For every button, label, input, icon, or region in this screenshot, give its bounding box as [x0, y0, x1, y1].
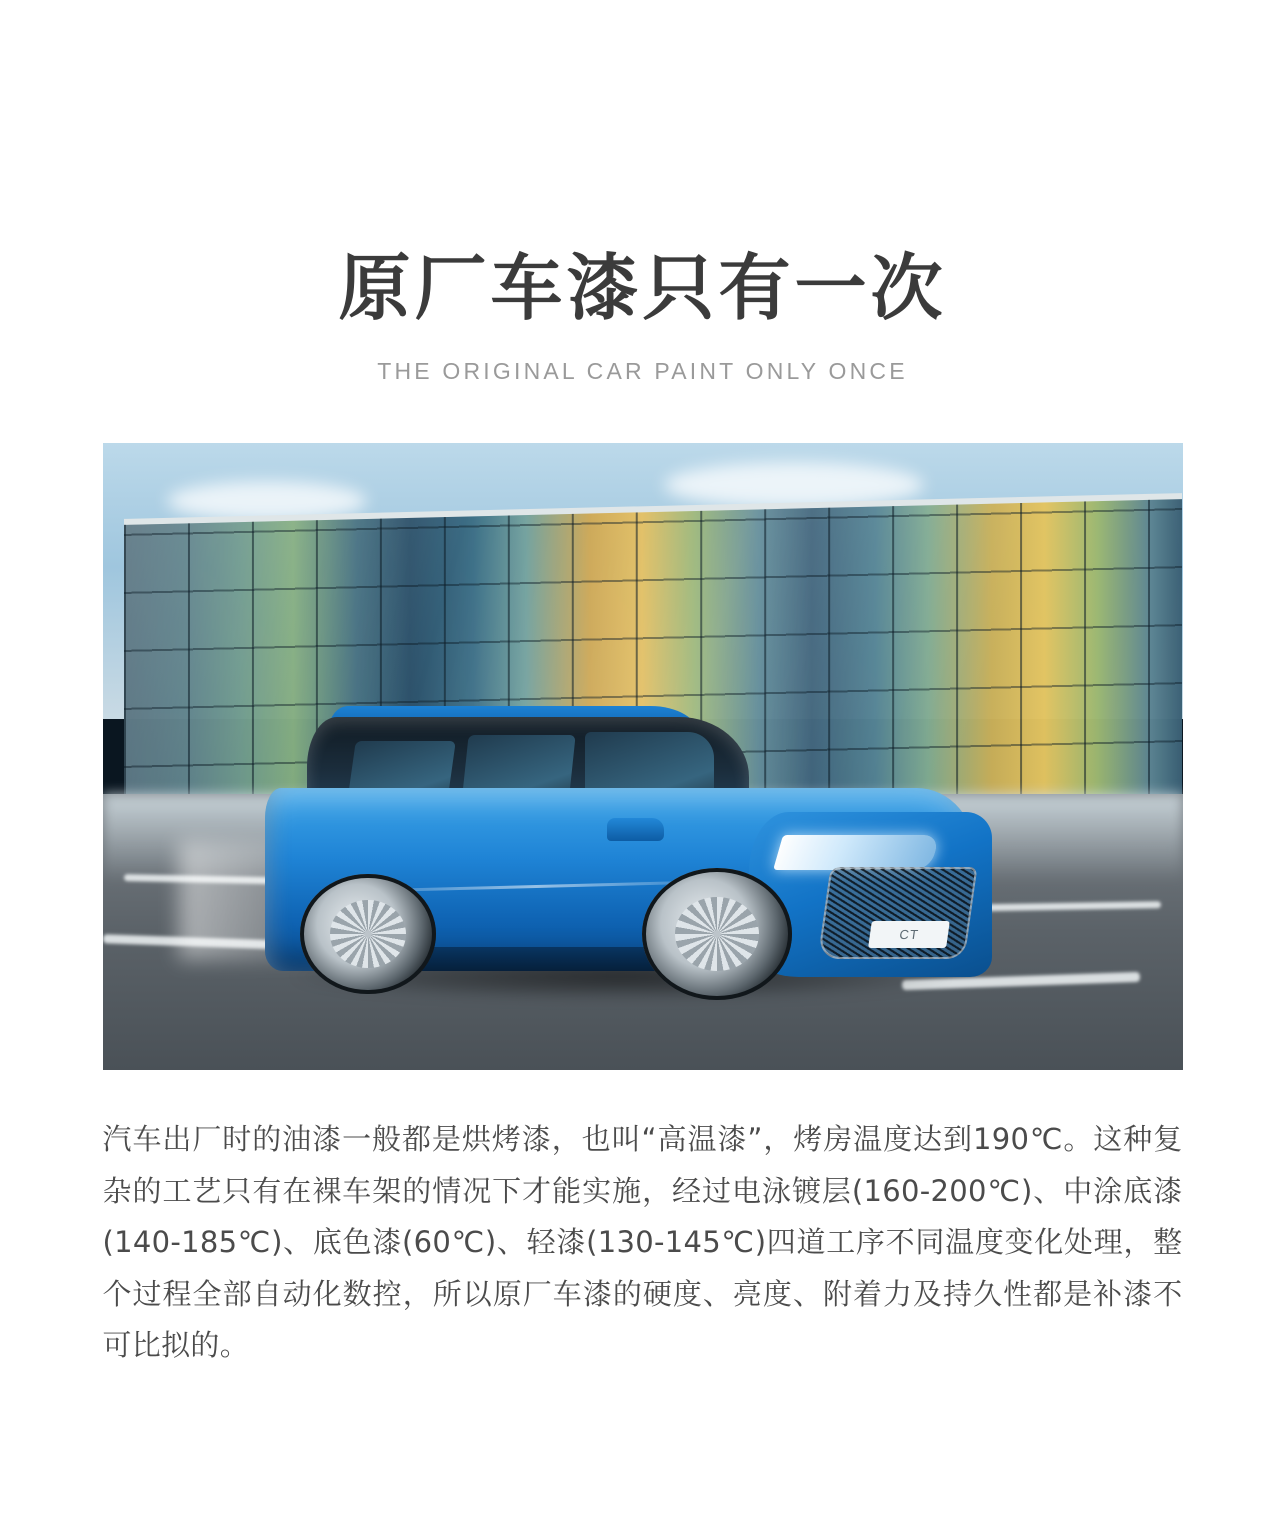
hero-illustration — [103, 443, 1183, 1070]
car-illustration — [265, 694, 978, 989]
hero-image — [103, 443, 1183, 1070]
car-wheel-front — [642, 868, 792, 1001]
header — [0, 0, 1285, 385]
car-license-plate: CT — [869, 921, 951, 948]
car-wheel-rear — [300, 874, 435, 995]
body-paragraph: 汽车出厂时的油漆一般都是烘烤漆，也叫“高温漆”，烤房温度达到190℃。这种复杂的工艺只有在裸车架的情况下才能实施，经过电泳镀层(160-200℃)、中涂底漆(140-185℃)、底色漆(60℃)、轻漆(130-145℃)四道工序不同温度变化处理，整个过程全部自动化数控，所以原厂车漆的硬度、亮度、附着力及持久性都是补漆不可比拟的。 — [102, 1122, 1183, 1363]
page-subtitle: THE ORIGINAL CAR PAINT ONLY ONCE — [377, 358, 908, 384]
car-side-mirror — [607, 818, 664, 842]
car-headlight — [773, 835, 940, 870]
page-title: 原厂车漆只有一次 — [338, 246, 947, 330]
